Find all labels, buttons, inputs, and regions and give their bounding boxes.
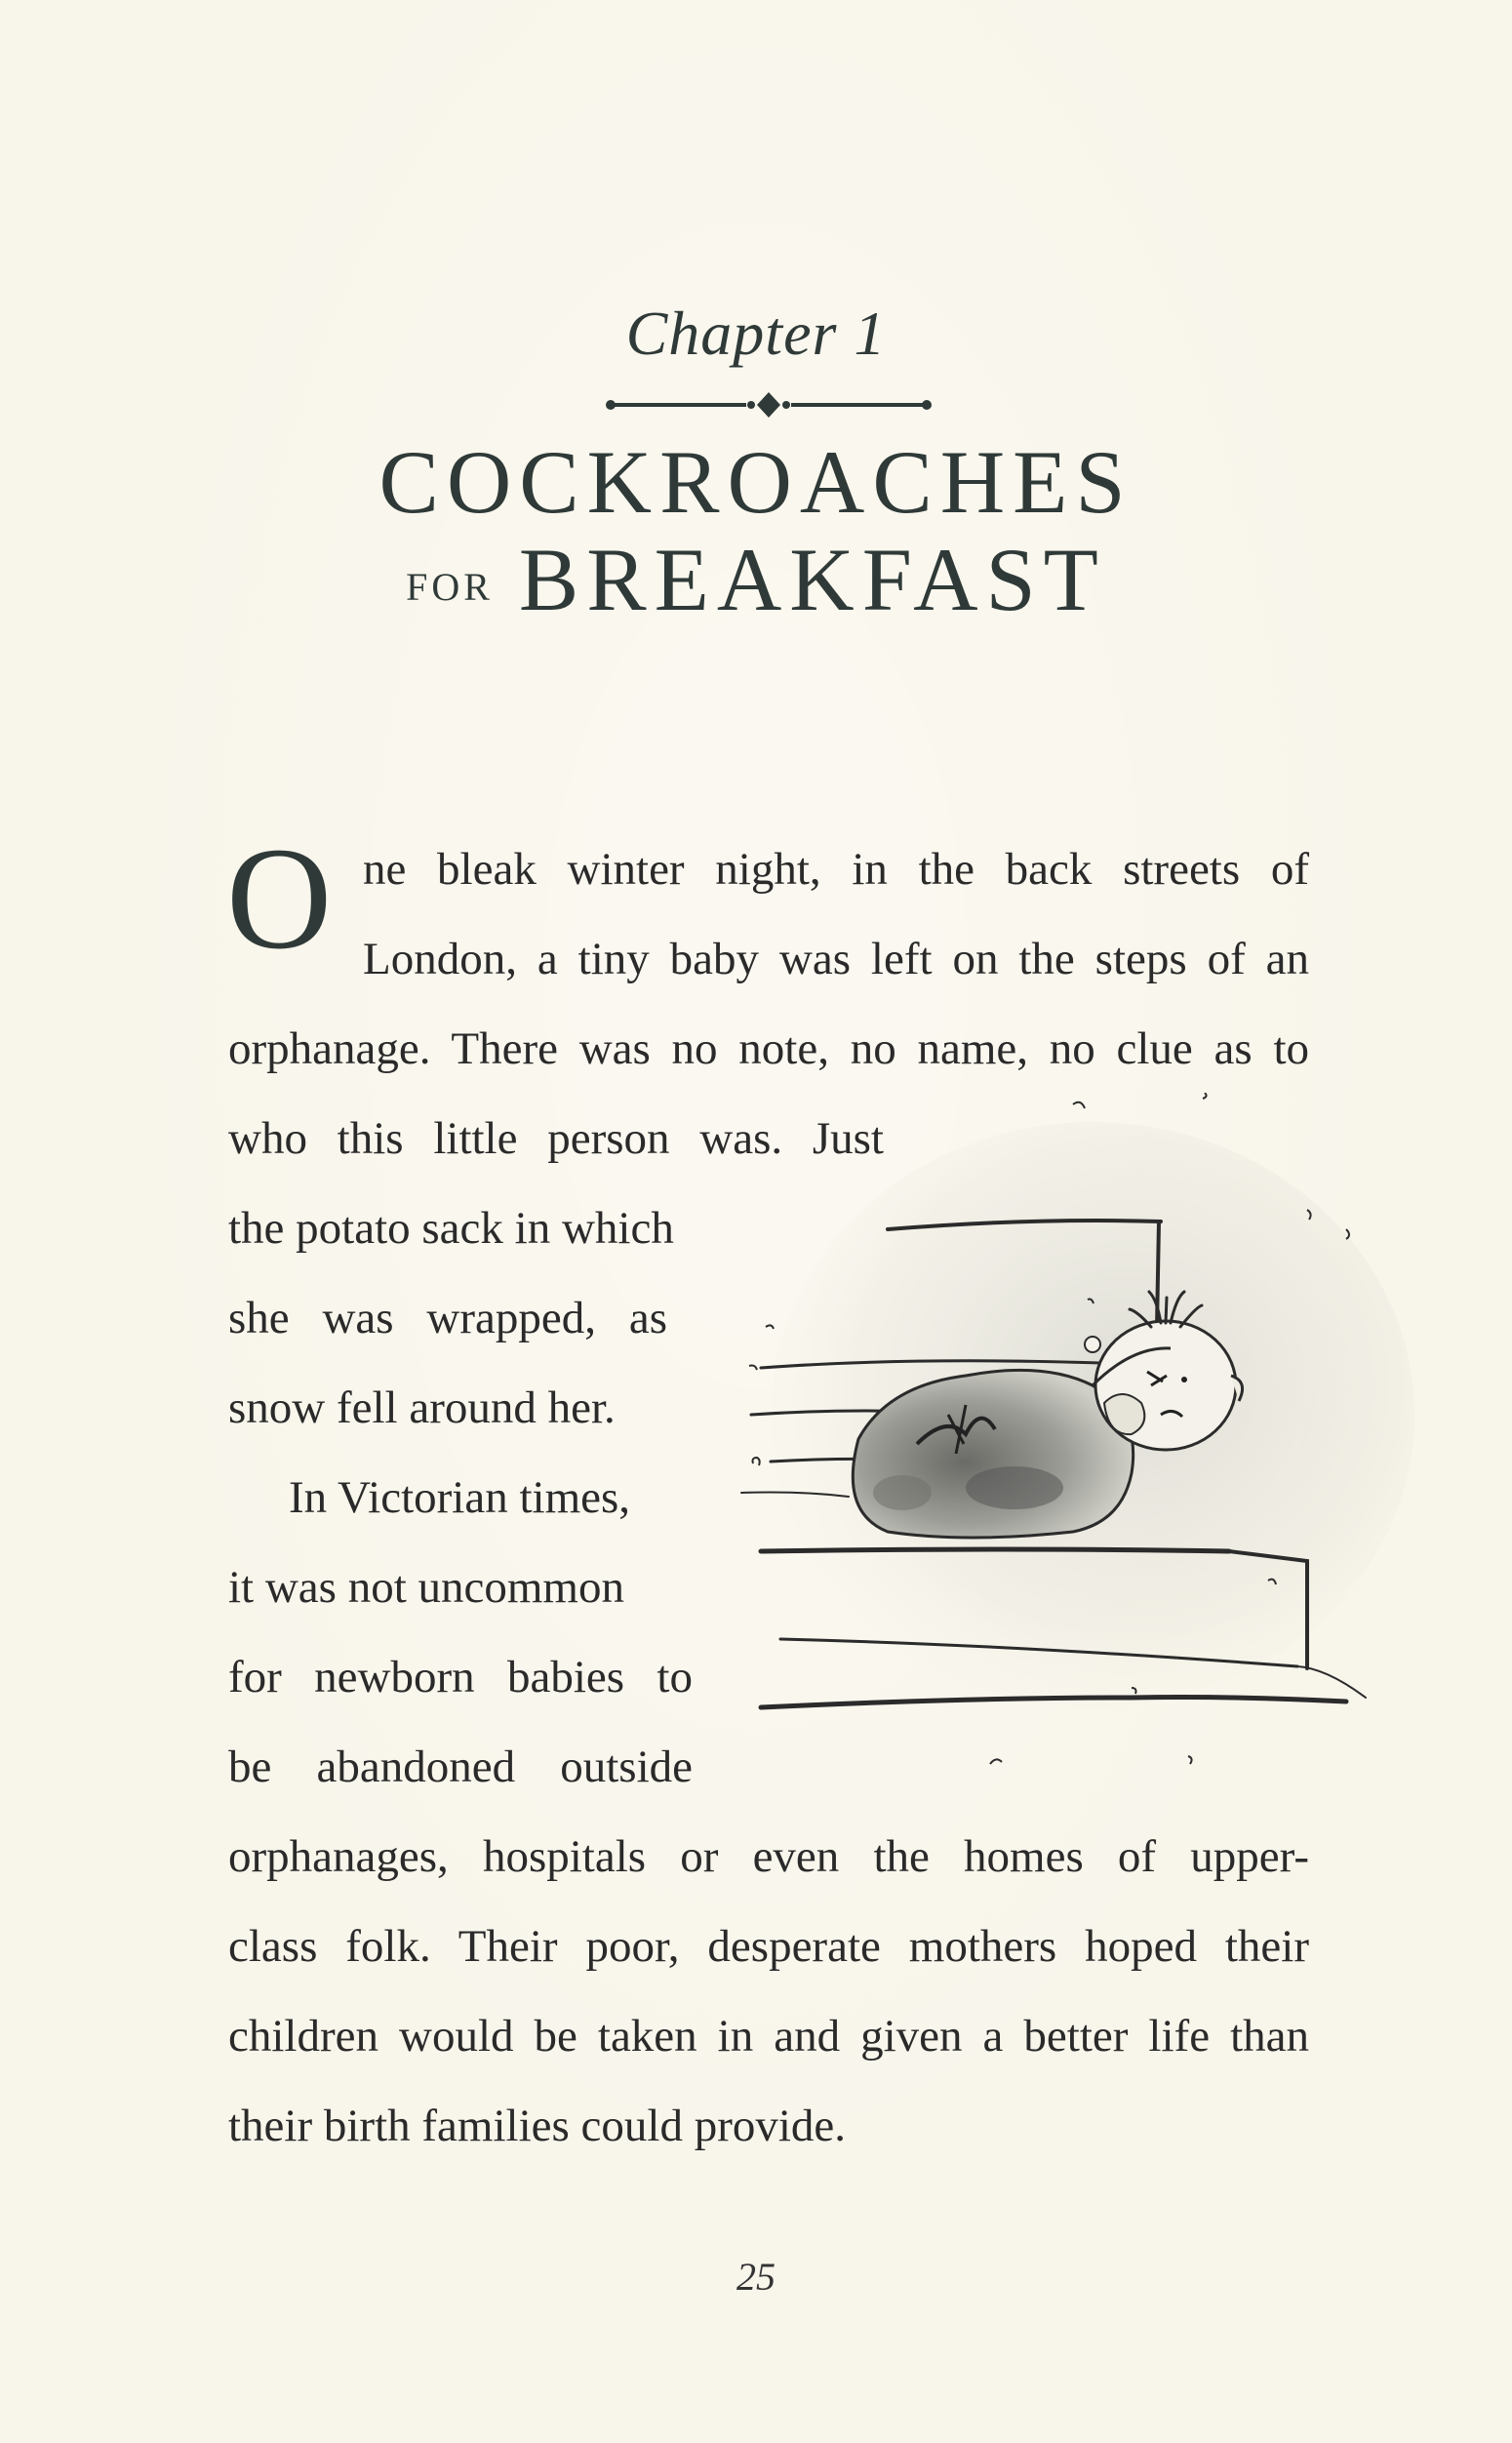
body-line: class folk. Their poor, desperate mothers hoped their	[228, 1921, 1309, 1972]
baby-in-sack-on-steps-illustration	[722, 1093, 1424, 1795]
chapter-label: Chapter 1	[625, 299, 887, 368]
chapter-title-big-word: BREAKFAST	[518, 530, 1106, 629]
chapter-title-small-word: FOR	[406, 565, 494, 609]
drop-cap: O	[226, 818, 333, 980]
body-line: children would be taken in and given a better life than	[228, 2011, 1309, 2062]
body-line: snow fell around her.	[228, 1382, 616, 1433]
body-line: be abandoned outside	[228, 1742, 693, 1792]
ornament-divider-icon	[605, 388, 933, 421]
body-line: London, a tiny baby was left on the steps of an	[363, 934, 1309, 984]
body-line: their birth families could provide.	[228, 2101, 847, 2151]
body-line: the potato sack in which	[228, 1203, 674, 1254]
page-number: 25	[736, 2255, 776, 2299]
body-line: In Victorian times,	[289, 1472, 631, 1523]
body-line: orphanage. There was no note, no name, no clue as to	[228, 1023, 1309, 1074]
chapter-title-line-1: COCKROACHES	[378, 432, 1134, 532]
body-line: who this little person was. Just	[228, 1113, 884, 1164]
body-line: orphanages, hospitals or even the homes of upper-	[228, 1831, 1309, 1882]
body-line: she was wrapped, as	[228, 1293, 667, 1343]
body-line: for newborn babies to	[228, 1652, 693, 1702]
body-line: it was not uncommon	[228, 1562, 624, 1613]
body-line: ne bleak winter night, in the back streets of	[363, 844, 1309, 895]
chapter-title-line-2	[0, 530, 1512, 629]
